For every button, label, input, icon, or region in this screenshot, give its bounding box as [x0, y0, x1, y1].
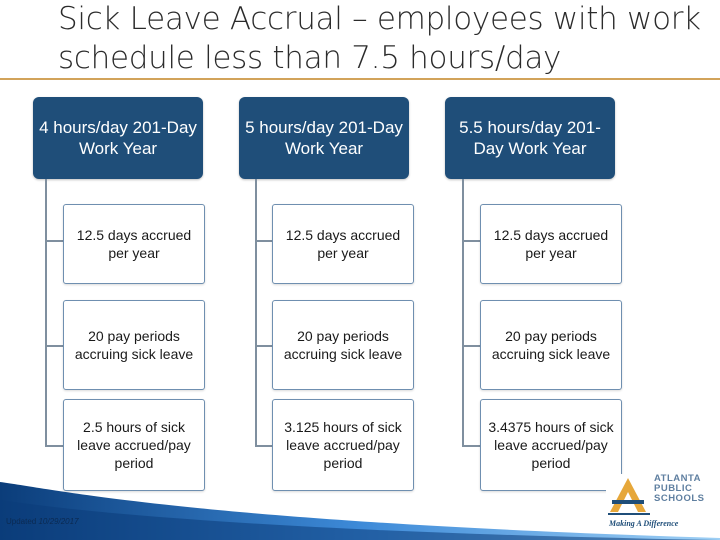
- connector-stub: [462, 445, 480, 447]
- slide-title: Sick Leave Accrual – employees with work schedule less than 7.5 hours/day: [58, 1, 701, 76]
- logo-line: PUBLIC: [654, 483, 693, 494]
- connector-line: [462, 179, 464, 445]
- updated-note: [6, 517, 79, 526]
- column-header-5-hours: 5 hours/day 201-Day Work Year: [239, 97, 409, 179]
- connector-stub: [255, 445, 272, 447]
- connector-line: [255, 179, 257, 445]
- logo-line: SCHOOLS: [654, 493, 705, 504]
- accrual-days-box: 12.5 days accrued per year: [480, 204, 622, 284]
- updated-label: Updated: [6, 517, 37, 526]
- title-divider: [0, 78, 720, 80]
- connector-stub: [462, 345, 480, 347]
- connector-stub: [462, 240, 480, 242]
- column-header-4-hours: 4 hours/day 201-Day Work Year: [33, 97, 203, 179]
- accrual-days-box: 12.5 days accrued per year: [272, 204, 414, 284]
- connector-stub: [255, 345, 272, 347]
- logo-line: ATLANTA: [654, 473, 701, 484]
- connector-stub: [255, 240, 272, 242]
- pay-periods-box: 20 pay periods accruing sick leave: [480, 300, 622, 390]
- connector-stub: [45, 445, 63, 447]
- pay-periods-box: 20 pay periods accruing sick leave: [272, 300, 414, 390]
- hours-per-period-box: 3.4375 hours of sick leave accrued/pay period: [480, 399, 622, 491]
- updated-date: 10/29/2017: [38, 517, 79, 526]
- accrual-days-box: 12.5 days accrued per year: [63, 204, 205, 284]
- pay-periods-box: 20 pay periods accruing sick leave: [63, 300, 205, 390]
- connector-stub: [45, 345, 63, 347]
- connector-line: [45, 179, 47, 445]
- hours-per-period-box: 2.5 hours of sick leave accrued/pay period: [63, 399, 205, 491]
- logo-tagline: Making A Difference: [609, 519, 679, 528]
- logo-wordmark: [654, 474, 704, 504]
- connector-stub: [45, 240, 63, 242]
- hours-per-period-box: 3.125 hours of sick leave accrued/pay period: [272, 399, 414, 491]
- column-header-5-5-hours: 5.5 hours/day 201-Day Work Year: [445, 97, 615, 179]
